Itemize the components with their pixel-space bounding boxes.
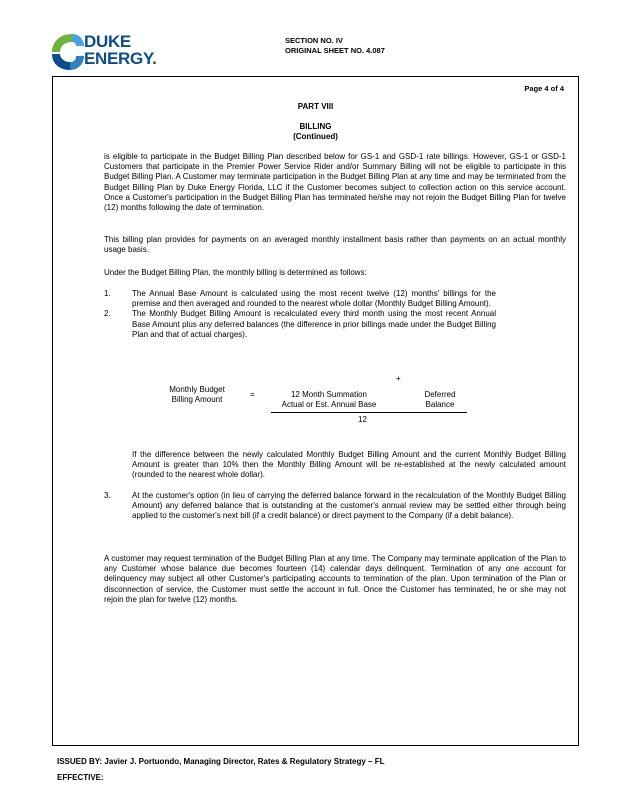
sheet-number: ORIGINAL SHEET NO. 4.087: [285, 46, 385, 55]
logo-word-energy: ENERGY.: [84, 49, 157, 68]
list-item-text: At the customer's option (in lieu of carrying the deferred balance forward in the recalculation of the Monthly Budget Billing Amount) any deferred balance that is outstanding at the customer's annual review may be settled either through being applied to the customer's next bill (if a credit balance) or direct payment to the Company (if a debit balance).: [132, 491, 566, 521]
formula-fraction-bar: [271, 412, 467, 413]
logo-wordmark: [84, 33, 157, 67]
formula-term2-line1: Deferred: [424, 390, 456, 399]
issued-by: ISSUED BY: Javier J. Portuondo, Managing Director, Rates & Regulatory Strategy – FL: [57, 757, 385, 766]
paragraph-termination: A customer may request termination of the Budget Billing Plan at any time. The Company may terminate application of the Plan to any Customer whose balance due becomes fourteen (14) calendar days delinquent. Termination of any one account for delinquency may subject all other Customer's participating accounts to termination of the plan. Upon termination of the Plan or disconnection of service, the Customer must settle the account in full. Once the Customer has terminated, he or she may not rejoin the plan for twelve (12) months.: [104, 554, 566, 604]
list-item-text: The Annual Base Amount is calculated using the most recent twelve (12) months' billings for the premise and then averaged and rounded to the nearest whole dollar (Monthly Budget Billing Amount).: [132, 289, 496, 309]
page-frame: [52, 76, 579, 746]
list-item: [104, 289, 496, 309]
formula-equals-sign: =: [250, 390, 255, 399]
continued-subtitle: (Continued): [293, 132, 338, 141]
effective-date: EFFECTIVE:: [57, 773, 104, 782]
list-item: [104, 309, 496, 340]
list-item: [104, 491, 566, 522]
paragraph-eligibility: is eligible to participate in the Budget Billing Plan described below for GS-1 and GSD-1 rate billings. However, GS-1 or GSD-1 Customers that participate in the Premier Power Service Rider and/or Summary Billing will not be eligible to participate in this Budget Billing Plan. A Customer may terminate participation in the Budget Billing Plan at any time and may be terminated from the Budget Billing Plan by Duke Energy Florida, LLC if the Customer becomes subject to collection action on this service account. Once a Customer's participation in the Budget Billing Plan has terminated he/she may not rejoin the Budget Billing Plan for twelve (12) months following the date of termination.: [104, 152, 566, 213]
paragraph-determination: Under the Budget Billing Plan, the monthly billing is determined as follows:: [104, 268, 367, 277]
formula-deferred-term: [405, 390, 475, 410]
list-item-text: The Monthly Budget Billing Amount is recalculated every third month using the most recent Annual Base Amount plus any deferred balances (the difference in prior billings made under the Budget Billing Plan and that of actual charges).: [132, 309, 496, 339]
formula-term1-line1: 12 Month Summation: [290, 390, 368, 399]
section-number: SECTION NO. IV: [285, 36, 343, 45]
calculation-list-continued: [104, 491, 566, 522]
formula-plus-sign: +: [396, 374, 401, 383]
paragraph-billing-basis: This billing plan provides for payments on an averaged monthly installment basis rather than payments on an actual monthly usage basis.: [104, 235, 566, 255]
list-item-number: 1.: [104, 289, 111, 298]
formula-lhs-line1: Monthly Budget: [169, 385, 225, 394]
sheet-header: [285, 36, 385, 56]
logo-word-duke: DUKE: [84, 32, 131, 51]
part-title: PART VIII: [297, 102, 334, 111]
formula-denominator: 12: [358, 415, 367, 424]
billing-title: BILLING: [299, 122, 332, 131]
calculation-list: [104, 289, 566, 340]
list-item-number: 2.: [104, 309, 111, 319]
formula-term1-line2: Actual or Est. Annual Base: [281, 400, 377, 409]
paragraph-reestablish: If the difference between the newly calculated Monthly Budget Billing Amount and the current Monthly Budget Billing Amount is greater than 10% then the Monthly Billing Amount will be re-established at the newly calculated amount (rounded to the nearest whole dollar).: [132, 450, 566, 480]
formula-term2-line2: Balance: [425, 400, 455, 409]
formula-lhs: [157, 385, 237, 405]
page-number: Page 4 of 4: [524, 84, 564, 93]
formula-lhs-line2: Billing Amount: [171, 395, 223, 404]
list-item-number: 3.: [104, 491, 111, 500]
formula-annual-base-term: [269, 390, 389, 410]
